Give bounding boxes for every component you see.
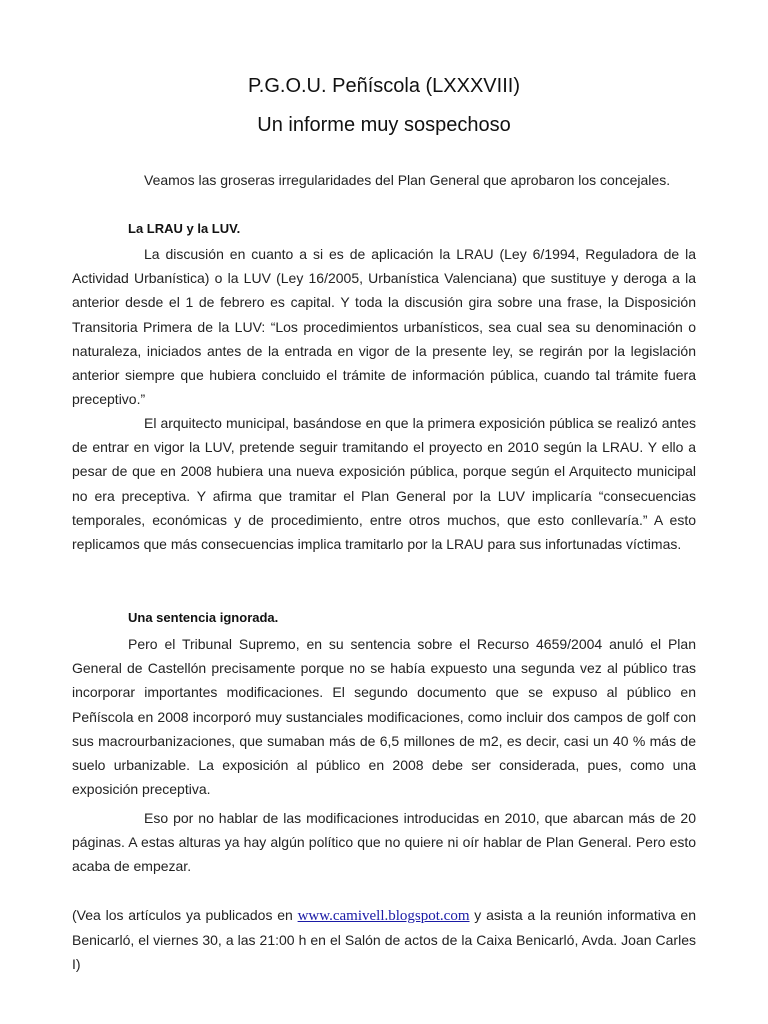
section2-p1-text: Pero el Tribunal Supremo, en su sentencia sobre el Recurso 4659/2004 anuló el Plan General de Castellón precisamente porque no se había expuesto una segunda vez al público tras incorporar importantes modificaciones. El segundo documento que se expuso al público en Peñíscola en 2008 incorporó muy sustanciales modificaciones, como incluir dos campos de golf con sus macrourbanizaciones, que sumaban más de 6,5 millones de m2, es decir, casi un 40 % más de suelo urbanizable. La exposición al público en 2008 debe ser considerada, pues, como una exposición preceptiva. — [72, 636, 696, 798]
intro-paragraph — [72, 168, 696, 192]
section-heading-lrau-luv: La LRAU y la LUV. — [128, 221, 241, 236]
document-title: P.G.O.U. Peñíscola (LXXXVIII) — [248, 75, 520, 97]
section1-paragraph-1 — [72, 242, 696, 411]
closing-paragraph — [72, 903, 696, 977]
closing-text-after: y asista a la reunión informativa en Benicarló, el viernes 30, a las 21:00 h en el Salón de actos de la Caixa Benicarló, Avda. Joan Carles I) — [72, 907, 696, 973]
blog-link[interactable]: www.camivell.blogspot.com — [297, 908, 470, 924]
intro-text: Veamos las groseras irregularidades del Plan General que aprobaron los concejales. — [144, 172, 671, 188]
section2-paragraph-2 — [72, 806, 696, 879]
closing-text-before: (Vea los artículos ya publicados en — [72, 907, 298, 923]
section1-p2-text: El arquitecto municipal, basándose en que la primera exposición pública se realizó antes de entrar en vigor la LUV, pretende seguir tramitando el proyecto en 2010 según la LRAU. Y ello a pesar de que en 2008 hubiera una nueva exposición pública, porque según el Arquitecto municipal no era preceptiva. Y afirma que tramitar el Plan General por la LUV implicaría “consecuencias temporales, económicas y de procedimiento, entre otros muchos, que esto conllevaría.” A esto replicamos que más consecuencias implica tramitarlo por la LRAU para sus infortunadas víctimas. — [72, 415, 696, 553]
section1-p1-text: La discusión en cuanto a si es de aplicación la LRAU (Ley 6/1994, Reguladora de la Actividad Urbanística) o la LUV (Ley 16/2005, Urbanística Valenciana) que sustituye y deroga a la anterior desde el 1 de febrero es capital. Y toda la discusión gira sobre una frase, la Disposición Transitoria Primera de la LUV: “Los procedimientos urbanísticos, sea cual sea su denominación o naturaleza, iniciados antes de la entrada en vigor de la presente ley, se regirán por la legislación anterior siempre que hubiera concluido el trámite de información pública, cuando tal trámite fuera preceptivo.” — [72, 246, 696, 408]
section-heading-sentencia: Una sentencia ignorada. — [128, 610, 279, 625]
section2-p2-text: Eso por no hablar de las modificaciones introducidas en 2010, que abarcan más de 20 páginas. A estas alturas ya hay algún político que no quiere ni oír hablar de Plan General. Pero esto acaba de empezar. — [72, 810, 696, 875]
section2-paragraph-1 — [72, 632, 696, 801]
section1-paragraph-2 — [72, 411, 696, 556]
document-subtitle: Un informe muy sospechoso — [257, 114, 511, 136]
